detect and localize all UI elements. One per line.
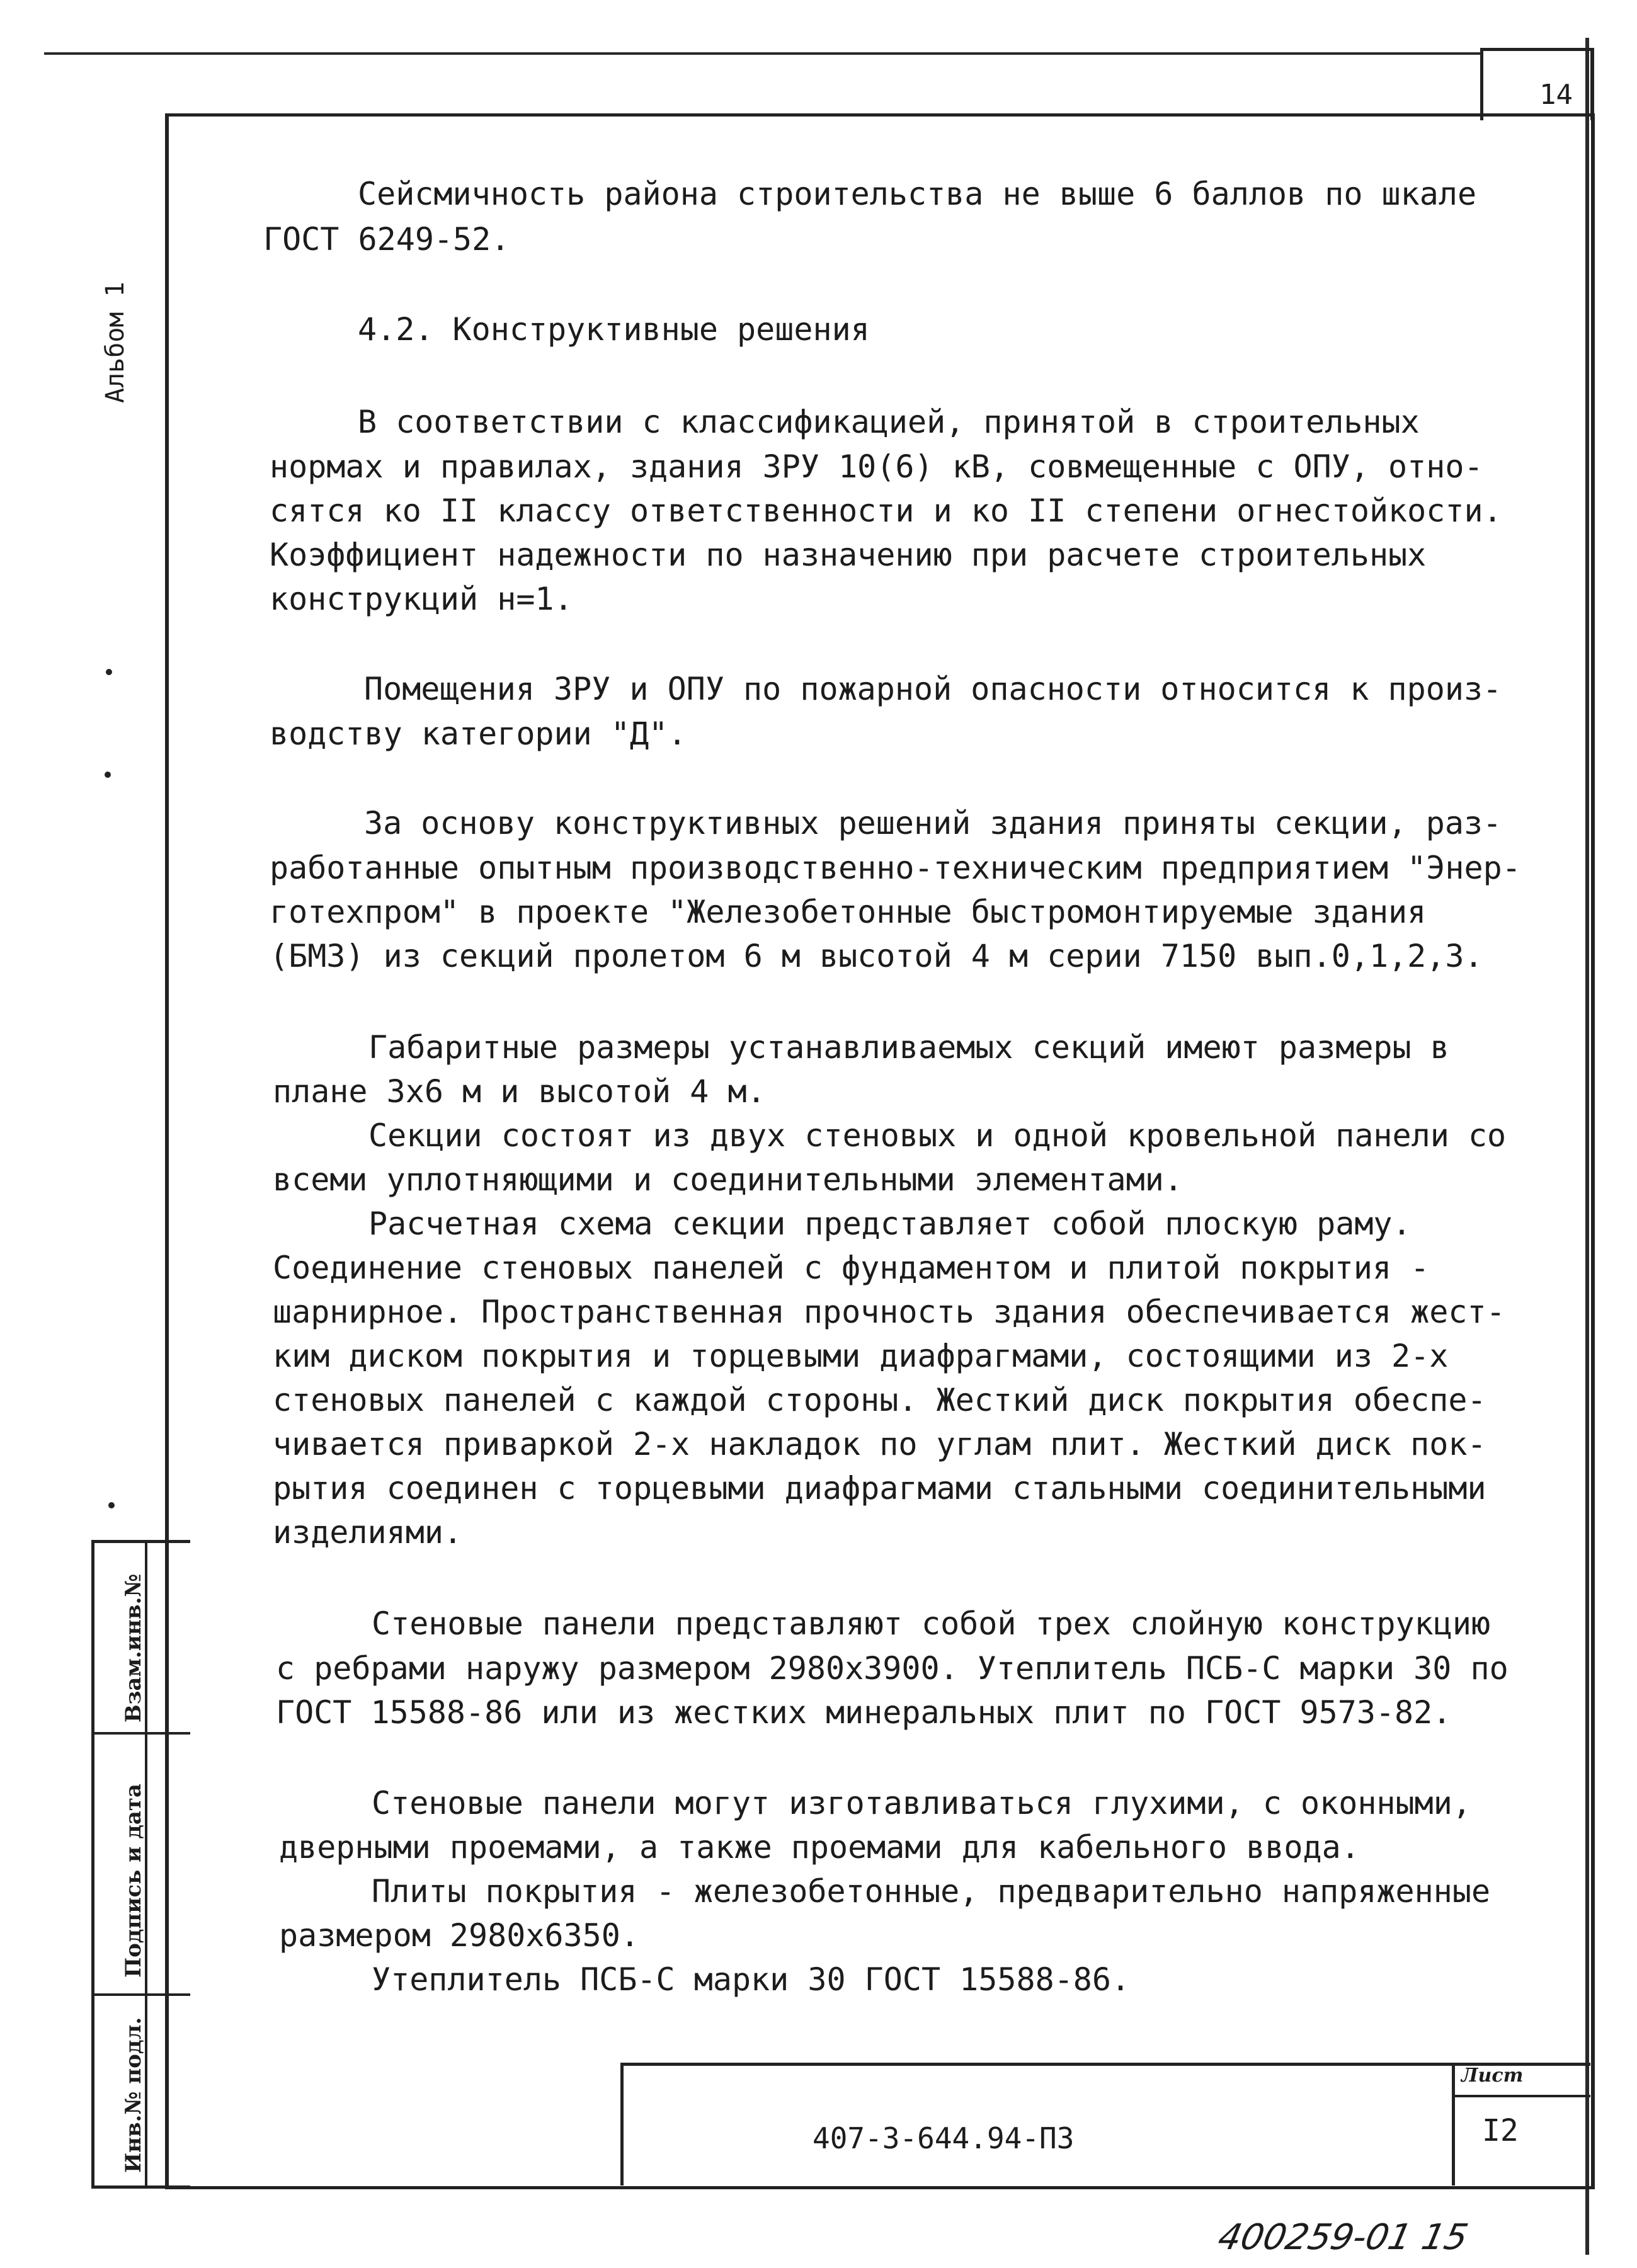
body-line: нормах и правилах, здания ЗРУ 10(6) кВ, совмещенные с ОПУ, отно- [270,448,1483,485]
body-line: рытия соединен с торцевыми диафрагмами стальными соединительными [273,1470,1486,1507]
body-line: с ребрами наружу размером 2980х3900. Утеплитель ПСБ-С марки 30 по [276,1650,1509,1687]
page-number-box [1480,48,1594,120]
body-line: ГОСТ 15588-86 или из жестких минеральных плит по ГОСТ 9573-82. [276,1694,1452,1731]
album-label: Альбом 1 [101,282,130,403]
title-block-divider [1452,2095,1590,2097]
page-number: 14 [1539,79,1573,111]
body-line: (БМЗ) из секций пролетом 6 м высотой 4 м серии 7150 вып.0,1,2,3. [270,938,1483,974]
body-line: За основу конструктивных решений здания приняты секции, раз- [364,805,1502,841]
body-line: Стеновые панели могут изготавливаться глухими, с оконными, [372,1785,1471,1821]
body-line: размером 2980х6350. [279,1917,639,1954]
body-line: всеми уплотняющими и соединительными элементами. [273,1161,1183,1198]
body-line: Стеновые панели представляют собой трех слойную конструкцию [372,1605,1491,1642]
margin-mark [105,772,111,778]
side-stamp [91,1540,190,2189]
body-line: конструкций н=1. [270,581,573,617]
body-line: Секции состоят из двух стеновых и одной кровельной панели со [368,1117,1507,1154]
sheet-label: Лист [1461,2065,1524,2087]
body-line: ГОСТ 6249-52. [263,221,510,258]
side-stamp-divider [94,1993,190,1996]
margin-mark [108,1502,115,1508]
title-block-divider [1452,2066,1455,2185]
body-line: дверными проемами, а также проемами для кабельного ввода. [279,1829,1360,1866]
section-heading: 4.2. Конструктивные решения [358,311,870,348]
title-block [620,2063,1590,2185]
inv-no-label: Инв.№ подл. [121,2017,146,2173]
body-line: Сейсмичность района строительства не выше 6 баллов по шкале [358,176,1477,212]
body-line: работанные опытным производственно-техническим предприятием "Энер- [270,850,1521,886]
sign-date-label: Подпись и дата [121,1783,146,1978]
body-line: водству категории "Д". [270,715,687,752]
body-line: Соединение стеновых панелей с фундаментом и плитой покрытия - [273,1250,1430,1286]
body-line: чивается приваркой 2-х накладок по углам плит. Жесткий диск пок- [273,1426,1486,1462]
doc-code: 407-3-644.94-ПЗ [813,2121,1075,2155]
top-rule [44,52,1480,55]
margin-mark [106,669,112,675]
side-stamp-divider [94,1732,190,1735]
body-line: сятся ко II классу ответственности и ко II степени огнестойкости. [270,493,1502,529]
body-line: ким диском покрытия и торцевыми диафрагмами, состоящими из 2-х [273,1338,1449,1374]
body-line: Утеплитель ПСБ-С марки 30 ГОСТ 15588-86. [372,1961,1131,1998]
body-line: Помещения ЗРУ и ОПУ по пожарной опасности относится к произ- [364,671,1502,707]
body-line: Габаритные размеры устанавливаемых секций имеют размеры в [368,1029,1449,1066]
ref-no-label: Взам.инв.№ [121,1573,146,1723]
body-line: Расчетная схема секции представляет собой плоскую раму. [368,1205,1412,1242]
sheet-number: I2 [1482,2113,1519,2148]
body-line: В соответствии с классификацией, принятой в строительных [358,404,1420,440]
body-line: изделиями. [273,1514,463,1551]
body-line: плане 3х6 м и высотой 4 м. [273,1073,766,1110]
body-line: стеновых панелей с каждой стороны. Жесткий диск покрытия обеспе- [273,1382,1486,1418]
body-line: Плиты покрытия - железобетонные, предварительно напряженные [372,1873,1491,1910]
body-line: готехпром" в проекте "Железобетонные быстромонтируемые здания [270,894,1427,930]
body-line: шарнирное. Пространственная прочность здания обеспечивается жест- [273,1294,1505,1330]
handwritten-number: 400259-01 15 [1214,2217,1472,2258]
body-line: Коэффициент надежности по назначению при расчете строительных [270,537,1427,573]
